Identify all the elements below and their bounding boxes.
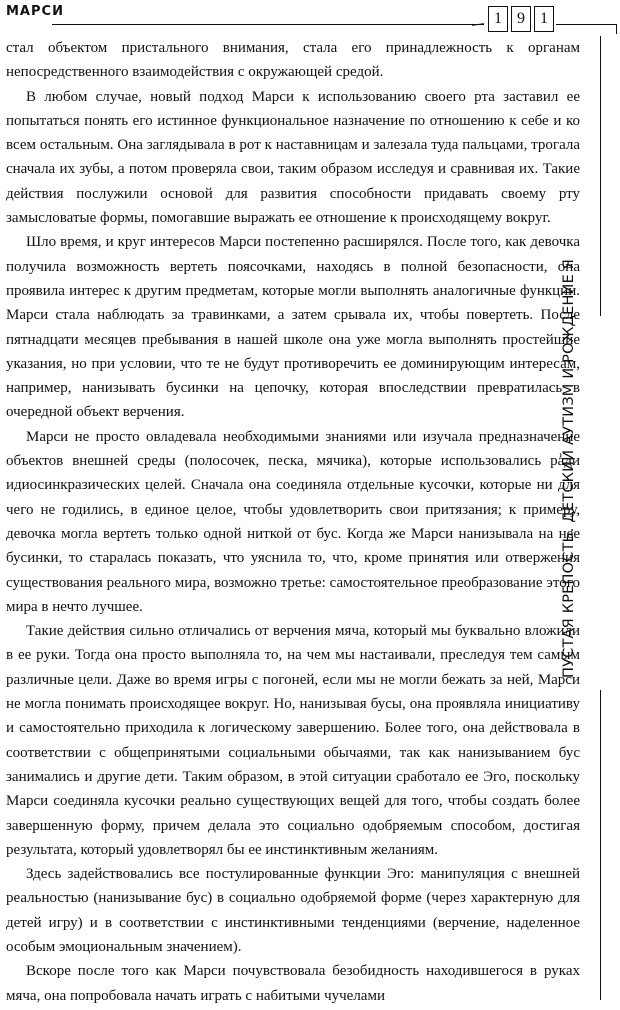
paragraph: В любом случае, новый подход Марси к использованию своего рта заставил ее попытаться понять его истинное функциональное назначение по отношению к себе и ко всем остальным. Она заглядывала в рот к наставницам и залезала туда пальцами, трогала сначала их зубы, а потом проверяла свои, таким образом исследуя и сравнивая их. Такие действия послужили основой для развития способности придавать своему рту замысловатые формы, помогавшие выражать ее отношение к происходящему вокруг. <box>6 88 580 227</box>
side-book-title: ПУСТАЯ КРЕПОСТЬ. ДЕТСКИЙ АУТИЗМ И РОЖДЕНИЕ Я <box>561 258 577 678</box>
page-number-digit: 9 <box>511 6 531 32</box>
paragraph: Вскоре после того как Марси почувствовала безобидность находившегося в руках мяча, она попробовала начать играть с набитыми чучелами <box>6 963 580 1004</box>
side-rule-top <box>600 36 601 316</box>
page-number-digit: 1 <box>488 6 508 32</box>
paragraph: стал объектом пристального внимания, стала его принадлежность к органам непосредственного взаимодействия с окружающей средой. <box>6 40 580 81</box>
header-rule-hook <box>616 24 617 34</box>
paragraph: Шло время, и круг интересов Марси постепенно расширялся. После того, как девочка получила возможность вертеть поясочками, находясь в полной безопасности, она проявила интерес к другим предметам, которые могли выполнять аналогичные функции. Марси стала наблюдать за травинками, а затем срывала их, чтобы повертеть. После пятнадцати месяцев пребывания в нашей школе она уже могла выполнять простейшие указания, но при условии, что те не будут противоречить ее доминирующим интересам, например, нанизывать бусинки на цепочку, которая впоследствии превратилась в очередной объект верчения. <box>6 234 580 421</box>
page-number <box>488 6 554 32</box>
paragraph: Здесь задействовались все постулированные функции Эго: манипуляция с внешней реальностью (нанизывание бус) в социально одобряемой форме (через характерную для детей игру) и в соответствии с инстинктивными тенденциями (верчение, наделенное особым эмоциональным значением). <box>6 866 580 955</box>
header-rule <box>52 24 484 25</box>
side-rule-bottom <box>600 690 601 1000</box>
running-head: МАРСИ <box>6 4 64 19</box>
page-number-digit: 1 <box>534 6 554 32</box>
body-text <box>6 36 580 1008</box>
header-rule-right <box>556 24 616 25</box>
paragraph: Марси не просто овладевала необходимыми знаниями или изучала предназначение объектов внешней среды (полосочек, песка, мячика), которые использовались ради идиосинкразических целей. Сначала она соединяла отдельные кусочки, которые ни для чего не годились, в единое целое, чтобы удовлетворить свои притязания; к примеру, девочка могла вертеть только одной ниткой от бус. Когда же Марси нанизывала на нее бусинки, то старалась показать, что уяснила то, что, кроме принятия или отвержения существования реального мира, возможно третье: самостоятельное преобразование этого мира в нечто лучшее. <box>6 428 580 615</box>
paragraph: Такие действия сильно отличались от верчения мяча, который мы буквально вложили в ее руки. Тогда она просто выполняла то, на чем мы настаивали, преследуя тем самым различные цели. Даже во время игры с погоней, если мы не могли бежать за ней, Марси не могла понимать происходящее вокруг. Но, нанизывая бусы, она проявляла инициативу и самостоятельно приходила к логическому завершению. Более того, она действовала в соответствии с общепринятыми социальными обычаями, так как нанизыванием бус занимались и другие дети. Таким образом, в этой ситуации сработало ее Эго, поскольку Марси соединяла кусочки реально существующих вещей для того, чтобы создать более завершенную форму, причем делала это социально одобряемым способом, достигая результата, который удовлетворял бы ее инстинктивным желаниям. <box>6 623 580 858</box>
